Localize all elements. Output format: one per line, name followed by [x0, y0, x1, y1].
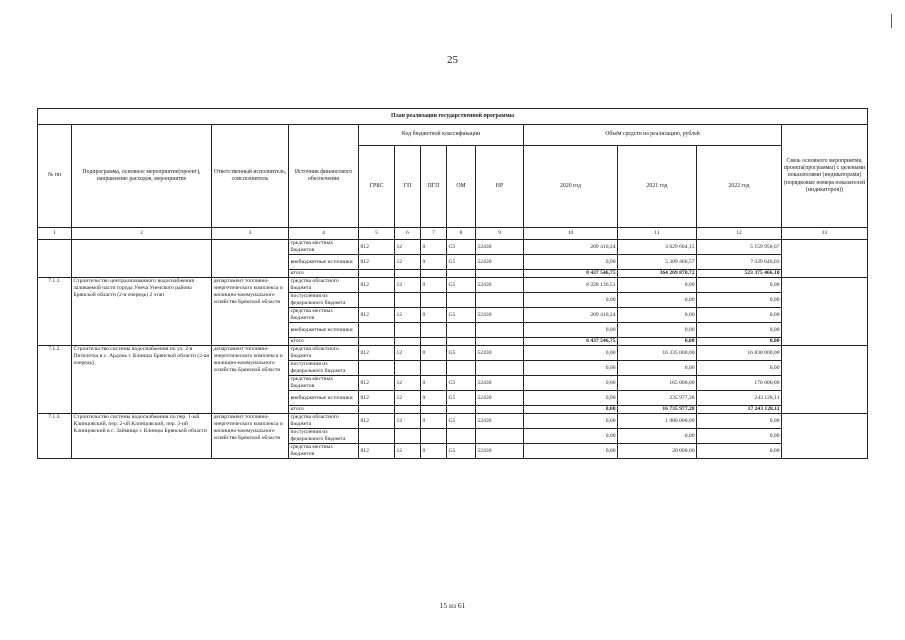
amount-v2021-cell: 364 269 878,72 — [618, 270, 697, 278]
code-gp-cell: 12 — [395, 346, 421, 361]
code-om-cell: G5 — [447, 444, 476, 459]
item-executor: департамент топливно-энергетического комплекса и жилищно-коммунального хозяйства Брянской области — [212, 414, 289, 459]
header-om: ОМ — [447, 146, 476, 228]
code-pgp-cell: 0 — [421, 278, 447, 293]
amount-v2020-cell: 0,00 — [524, 429, 618, 444]
column-number: 4 — [289, 228, 359, 240]
header-gp: ГП — [395, 146, 421, 228]
continuation-no-cell — [38, 240, 72, 278]
code-nr-cell — [476, 293, 524, 308]
table-row — [38, 240, 868, 255]
amount-v2020-cell: 0,00 — [524, 391, 618, 406]
code-om-cell: G5 — [447, 346, 476, 361]
source-cell: поступления из федерального бюджета — [289, 293, 359, 308]
code-nr-cell: 52430 — [476, 414, 524, 429]
amount-v2022-cell: 0,00 — [697, 308, 782, 323]
header-no: № пп — [38, 125, 72, 228]
page-edge-mark — [891, 14, 892, 28]
page-number: 25 — [447, 54, 458, 66]
item-name: Строительство системы водоснабжения по пер. 1-ый Клинцовский, пер. 2-ой Клинцовский, пер. 3-ий Клинцовский в с. Займище г. Клинцы Брянской области — [72, 414, 212, 459]
column-number: 9 — [476, 228, 524, 240]
amount-v2020-cell: 0,00 — [524, 323, 618, 338]
source-cell: средства местных бюджетов — [289, 308, 359, 323]
code-nr-cell: 52430 — [476, 308, 524, 323]
code-nr-cell — [476, 429, 524, 444]
header-grbs: ГРБС — [359, 146, 395, 228]
table-row — [38, 346, 868, 361]
code-grbs-cell — [359, 293, 395, 308]
program-plan-table — [37, 108, 868, 459]
source-cell: внебюджетные источники — [289, 255, 359, 270]
header-2022: 2022 год — [697, 146, 782, 228]
code-gp-cell — [395, 338, 421, 346]
column-number: 2 — [72, 228, 212, 240]
code-grbs-cell — [359, 361, 395, 376]
code-pgp-cell: 0 — [421, 308, 447, 323]
column-number: 5 — [359, 228, 395, 240]
table-title: План реализации государственной программы — [38, 109, 868, 125]
table-row — [38, 414, 868, 429]
code-nr-cell: 52430 — [476, 346, 524, 361]
code-nr-cell: 52430 — [476, 255, 524, 270]
source-cell: внебюджетные источники — [289, 323, 359, 338]
link-cell — [782, 240, 868, 278]
item-name: Строительство централизованного водоснабжения заливаемой части города Унеча Унечского района Брянской области (2-я очередь) 2 этап — [72, 278, 212, 346]
source-cell: поступления из федерального бюджета — [289, 429, 359, 444]
code-pgp-cell: 0 — [421, 444, 447, 459]
code-pgp-cell — [421, 270, 447, 278]
amount-v2020-cell: 0,00 — [524, 346, 618, 361]
code-grbs-cell — [359, 429, 395, 444]
source-cell: средства местных бюджетов — [289, 376, 359, 391]
amount-v2021-cell: 20 000,00 — [618, 444, 697, 459]
amount-v2022-cell: 0,00 — [697, 361, 782, 376]
amount-v2022-cell: 0,00 — [697, 444, 782, 459]
amount-v2020-cell: 0,00 — [524, 293, 618, 308]
code-om-cell: G5 — [447, 376, 476, 391]
amount-v2020-cell: 8 437 546,75 — [524, 338, 618, 346]
link-cell — [782, 414, 868, 459]
column-number: 11 — [618, 228, 697, 240]
code-nr-cell: 52430 — [476, 391, 524, 406]
header-pgp: ПГП — [421, 146, 447, 228]
code-grbs-cell: 812 — [359, 255, 395, 270]
column-number: 13 — [782, 228, 868, 240]
table-row — [38, 278, 868, 293]
code-gp-cell — [395, 361, 421, 376]
code-nr-cell — [476, 406, 524, 414]
amount-v2021-cell: 5 309 466,57 — [618, 255, 697, 270]
amount-v2021-cell: 0,00 — [618, 338, 697, 346]
header-link: Связь основного мероприятия, проекта(программы) с целевыми показателями (индикаторами) (порядковые номера показателей (индикаторов)) — [782, 125, 868, 228]
column-number: 7 — [421, 228, 447, 240]
header-2021: 2021 год — [618, 146, 697, 228]
code-pgp-cell: 0 — [421, 376, 447, 391]
source-cell: средства областного бюджета — [289, 414, 359, 429]
header-code-group: Код бюджетной классификации — [359, 125, 524, 146]
code-gp-cell: 12 — [395, 444, 421, 459]
code-om-cell: G5 — [447, 308, 476, 323]
code-nr-cell — [476, 338, 524, 346]
code-nr-cell: 52430 — [476, 376, 524, 391]
link-cell — [782, 346, 868, 414]
code-gp-cell — [395, 270, 421, 278]
amount-v2021-cell: 0,00 — [618, 308, 697, 323]
header-executor: Ответственный исполнитель, соисполнитель — [212, 125, 289, 228]
amount-v2022-cell: 243 128,11 — [697, 391, 782, 406]
amount-v2022-cell: 0,00 — [697, 323, 782, 338]
code-grbs-cell — [359, 323, 395, 338]
code-om-cell: G5 — [447, 278, 476, 293]
amount-v2022-cell: 0,00 — [697, 429, 782, 444]
code-grbs-cell — [359, 406, 395, 414]
code-grbs-cell: 812 — [359, 391, 395, 406]
header-volume-group: Объём средств на реализацию, рублей — [524, 125, 782, 146]
item-executor: департамент топливно-энергетического комплекса и жилищно-коммунального хозяйства Брянской области — [212, 346, 289, 414]
code-grbs-cell: 812 — [359, 414, 395, 429]
amount-v2022-cell: 17 243 128,11 — [697, 406, 782, 414]
code-pgp-cell: 0 — [421, 414, 447, 429]
item-name: Строительство системы водоснабжения по ул. 2-я Пятилетка в с. Ардонь г. Клинцы Брянской области (2-ая очередь) — [72, 346, 212, 414]
header-nr: НР — [476, 146, 524, 228]
column-number-row — [38, 228, 868, 240]
amount-v2020-cell: 209 410,24 — [524, 240, 618, 255]
code-grbs-cell: 812 — [359, 376, 395, 391]
code-pgp-cell — [421, 361, 447, 376]
code-pgp-cell: 0 — [421, 255, 447, 270]
code-pgp-cell: 0 — [421, 346, 447, 361]
amount-v2022-cell: 0,00 — [697, 278, 782, 293]
amount-v2021-cell: 235 977,28 — [618, 391, 697, 406]
code-om-cell — [447, 270, 476, 278]
code-nr-cell: 52430 — [476, 278, 524, 293]
code-gp-cell: 12 — [395, 255, 421, 270]
amount-v2021-cell: 3 629 604,15 — [618, 240, 697, 255]
column-number: 6 — [395, 228, 421, 240]
amount-v2022-cell: 0,00 — [697, 293, 782, 308]
code-pgp-cell: 0 — [421, 391, 447, 406]
code-pgp-cell — [421, 429, 447, 444]
code-gp-cell: 12 — [395, 414, 421, 429]
code-grbs-cell: 812 — [359, 346, 395, 361]
column-number: 1 — [38, 228, 72, 240]
amount-v2020-cell: 8 228 136,51 — [524, 278, 618, 293]
amount-v2020-cell: 0,00 — [524, 414, 618, 429]
amount-v2022-cell: 5 159 958,07 — [697, 240, 782, 255]
amount-v2021-cell: 0,00 — [618, 323, 697, 338]
source-cell: внебюджетные источники — [289, 391, 359, 406]
code-gp-cell: 12 — [395, 308, 421, 323]
amount-v2021-cell: 0,00 — [618, 429, 697, 444]
code-om-cell — [447, 406, 476, 414]
code-om-cell: G5 — [447, 240, 476, 255]
header-2020: 2020 год — [524, 146, 618, 228]
code-gp-cell: 12 — [395, 240, 421, 255]
code-nr-cell: 52430 — [476, 444, 524, 459]
code-gp-cell: 12 — [395, 278, 421, 293]
code-pgp-cell — [421, 406, 447, 414]
code-om-cell — [447, 323, 476, 338]
code-om-cell — [447, 361, 476, 376]
code-grbs-cell: 812 — [359, 278, 395, 293]
code-pgp-cell — [421, 338, 447, 346]
source-cell: средства местных бюджетов — [289, 240, 359, 255]
source-cell: итого — [289, 270, 359, 278]
code-gp-cell: 12 — [395, 376, 421, 391]
amount-v2020-cell: 8 437 546,75 — [524, 270, 618, 278]
page-footer: 15 из 61 — [439, 601, 466, 610]
amount-v2022-cell: 523 375 466,10 — [697, 270, 782, 278]
amount-v2022-cell: 16 830 000,00 — [697, 346, 782, 361]
amount-v2022-cell: 0,00 — [697, 414, 782, 429]
amount-v2020-cell: 0,00 — [524, 376, 618, 391]
code-om-cell: G5 — [447, 414, 476, 429]
code-grbs-cell — [359, 270, 395, 278]
code-grbs-cell — [359, 338, 395, 346]
column-number: 8 — [447, 228, 476, 240]
item-number: 7.1.2. — [38, 346, 72, 414]
amount-v2020-cell: 0,00 — [524, 406, 618, 414]
source-cell: средства областного бюджета — [289, 278, 359, 293]
amount-v2022-cell: 7 339 646,03 — [697, 255, 782, 270]
code-gp-cell — [395, 323, 421, 338]
code-gp-cell — [395, 406, 421, 414]
code-grbs-cell: 812 — [359, 240, 395, 255]
code-om-cell: G5 — [447, 391, 476, 406]
continuation-executor-cell — [212, 240, 289, 278]
amount-v2021-cell: 1 980 000,00 — [618, 414, 697, 429]
source-cell: поступления из федерального бюджета — [289, 361, 359, 376]
amount-v2021-cell: 0,00 — [618, 293, 697, 308]
code-pgp-cell — [421, 293, 447, 308]
code-gp-cell — [395, 429, 421, 444]
code-gp-cell: 12 — [395, 391, 421, 406]
code-nr-cell — [476, 270, 524, 278]
link-cell — [782, 278, 868, 346]
source-cell: итого — [289, 338, 359, 346]
column-number: 12 — [697, 228, 782, 240]
amount-v2020-cell: 0,00 — [524, 444, 618, 459]
code-om-cell: G5 — [447, 255, 476, 270]
source-cell: итого — [289, 406, 359, 414]
amount-v2020-cell: 0,00 — [524, 361, 618, 376]
source-cell: средства местных бюджетов — [289, 444, 359, 459]
code-nr-cell — [476, 361, 524, 376]
amount-v2022-cell: 0,00 — [697, 338, 782, 346]
header-subprogram: Подпрограмма, основное мероприятие(проект), направление расходов, мероприятие — [72, 125, 212, 228]
item-executor: департамент топливно-энергетического комплекса и жилищно-коммунального хозяйства Брянской области — [212, 278, 289, 346]
amount-v2021-cell: 16 335 000,00 — [618, 346, 697, 361]
item-number: 7.1.3. — [38, 414, 72, 459]
amount-v2021-cell: 165 000,00 — [618, 376, 697, 391]
source-cell: средства областного бюджета — [289, 346, 359, 361]
amount-v2021-cell: 0,00 — [618, 278, 697, 293]
code-om-cell — [447, 338, 476, 346]
header-source: Источник финансового обеспечения — [289, 125, 359, 228]
item-number: 7.1.1. — [38, 278, 72, 346]
amount-v2021-cell: 16 735 977,28 — [618, 406, 697, 414]
column-number: 3 — [212, 228, 289, 240]
continuation-name-cell — [72, 240, 212, 278]
code-grbs-cell: 812 — [359, 444, 395, 459]
amount-v2021-cell: 0,00 — [618, 361, 697, 376]
column-number: 10 — [524, 228, 618, 240]
code-pgp-cell — [421, 323, 447, 338]
amount-v2020-cell: 0,00 — [524, 255, 618, 270]
code-gp-cell — [395, 293, 421, 308]
amount-v2020-cell: 209 410,24 — [524, 308, 618, 323]
code-om-cell — [447, 293, 476, 308]
code-nr-cell — [476, 323, 524, 338]
amount-v2022-cell: 170 000,00 — [697, 376, 782, 391]
code-pgp-cell: 0 — [421, 240, 447, 255]
code-om-cell — [447, 429, 476, 444]
code-grbs-cell: 812 — [359, 308, 395, 323]
code-nr-cell: 52430 — [476, 240, 524, 255]
